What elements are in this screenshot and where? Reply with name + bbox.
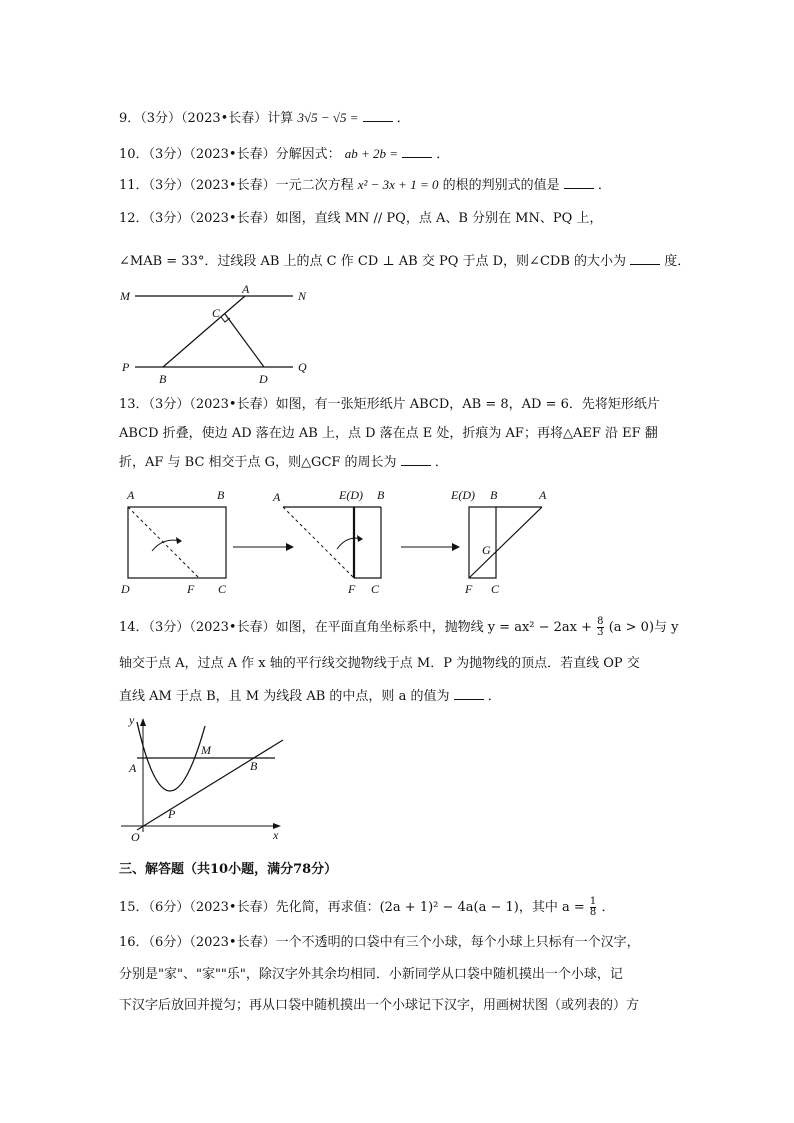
right-angle-mark	[221, 317, 230, 322]
question-14-line3	[119, 687, 501, 707]
label-x: x	[273, 828, 279, 842]
p3-label-G: G	[482, 543, 491, 557]
question-13-line1: 13．（3分）（2023•长春）如图，有一张矩形纸片 ABCD，AB = 8，AD = 6．先将矩形纸片	[119, 397, 660, 412]
question-13-line2: ABCD 折叠，使边 AD 落在边 AB 上，点 D 落在点 E 处，折痕为 AF；再将△AEF 沿 EF 翻	[119, 426, 658, 441]
q11-suffix: ．	[597, 178, 611, 193]
q9-suffix: ．	[396, 111, 410, 126]
p2-label-C: C	[371, 582, 380, 596]
q10-answer-blank[interactable]	[402, 145, 432, 158]
figure-13	[115, 485, 565, 600]
label-A: A	[242, 283, 250, 296]
q13-line3a: 折，AF 与 BC 相交于点 G，则△GCF 的周长为	[119, 455, 397, 470]
label-Q: Q	[298, 360, 307, 374]
q15-fraction	[590, 897, 596, 918]
question-16-line1: 16．（6分）（2023•长春）一个不透明的口袋中有三个小球，每个小球上只标有一个汉字，	[119, 935, 640, 950]
label-y: y	[129, 713, 135, 727]
question-15	[119, 897, 614, 918]
label-M: M	[120, 289, 130, 303]
question-14-line1	[119, 617, 679, 638]
question-10	[119, 144, 449, 165]
p3-label-F: F	[465, 582, 473, 596]
q11-expr: x² − 3x + 1 = 0	[357, 177, 439, 192]
q9-expr: 3√5 − √5 =	[297, 110, 359, 125]
p3-edge-AF	[469, 507, 542, 578]
p2-edge-FCB	[354, 507, 381, 578]
p2-label-B: B	[377, 488, 385, 502]
parabola	[137, 722, 205, 791]
figure-14	[115, 712, 290, 847]
label-B: B	[159, 372, 167, 386]
p3-label-C: C	[491, 582, 500, 596]
question-12-line2	[119, 252, 690, 272]
question-11	[119, 175, 611, 196]
q14-line1b: (a > 0)与 y	[608, 620, 679, 635]
q10-expr: ab + 2b =	[344, 146, 399, 161]
q10-suffix: ．	[436, 147, 450, 162]
fold-arrowhead-2	[357, 535, 363, 542]
p2-label-F: F	[348, 582, 356, 596]
question-14-line2: 轴交于点 A，过点 A 作 x 轴的平行线交抛物线于点 M．P 为抛物线的顶点．若直线 OP 交	[119, 656, 640, 671]
segment-CD	[225, 314, 264, 367]
q12-answer-blank[interactable]	[630, 252, 660, 265]
q14-fraction	[597, 617, 603, 638]
q9-answer-blank[interactable]	[363, 109, 393, 122]
p1-label-F: F	[187, 582, 195, 596]
q11-answer-blank[interactable]	[564, 176, 594, 189]
p2-label-A: A	[273, 490, 281, 504]
q12-line2b: 度．	[664, 254, 691, 269]
q14-line3a: 直线 AM 于点 B，且 M 为线段 AB 的中点，则 a 的值为	[119, 689, 450, 704]
q9-prefix: 9．（3分）（2023•长春）计算	[119, 111, 294, 126]
q11-prefix: 11．（3分）（2023•长春）一元二次方程	[119, 178, 354, 193]
p2-label-ED: E(D)	[339, 488, 363, 502]
q15-frac-den: 8	[589, 907, 597, 918]
p1-label-B: B	[217, 488, 225, 502]
question-16-line2: 分别是"家"、"家""乐"，除汉字外其余均相同．小新同学从口袋中随机摸出一个小球，记	[119, 967, 623, 982]
segment-AB	[163, 296, 245, 367]
label-C: C	[212, 306, 221, 320]
q12-line2a: ∠MAB = 33°．过线段 AB 上的点 C 作 CD ⊥ AB 交 PQ 于点 D，则∠CDB 的大小为	[119, 254, 627, 269]
question-16-line3: 下汉字后放回并搅匀；再从口袋中随机摸出一个小球记下汉字，用画树状图（或列表的）方	[119, 998, 640, 1013]
step-arrowhead-1	[286, 543, 294, 551]
y-axis-arrow	[140, 718, 146, 726]
step-arrowhead-2	[452, 543, 460, 551]
label-A: A	[129, 761, 137, 775]
p1-label-D: D	[121, 582, 130, 596]
q15-frac-num: 1	[589, 896, 597, 907]
question-13-line3	[119, 453, 448, 473]
q14-frac-num: 8	[597, 616, 604, 627]
p3-label-A: A	[539, 488, 547, 502]
p1-label-C: C	[218, 582, 227, 596]
p3-label-B: B	[490, 488, 498, 502]
q10-prefix: 10．（3分）（2023•长春）分解因式：	[119, 147, 341, 162]
label-P: P	[168, 807, 176, 821]
q13-answer-blank[interactable]	[401, 453, 431, 466]
q15-text: 15．（6分）（2023•长春）先化简，再求值：(2a + 1)² − 4a(a − 1)，其中 a =	[119, 900, 585, 915]
label-P: P	[122, 360, 130, 374]
label-B: B	[250, 759, 258, 773]
section-3-heading: 三、解答题（共10小题，满分78分）	[119, 862, 338, 877]
q14-frac-den: 3	[597, 627, 604, 638]
figure-12	[115, 283, 325, 388]
q11-mid: 的根的判别式的值是	[442, 178, 560, 193]
q14-line3b: ．	[487, 689, 501, 704]
label-N: N	[298, 289, 307, 303]
label-O: O	[131, 830, 140, 844]
question-12-line1: 12．（3分）（2023•长春）如图，直线 MN // PQ，点 A、B 分别在 MN、PQ 上，	[119, 211, 603, 226]
q15-suffix: ．	[601, 900, 615, 915]
q13-line3b: ．	[434, 455, 448, 470]
fold-arrowhead-1	[176, 537, 182, 544]
p1-label-A: A	[127, 488, 135, 502]
label-M: M	[201, 743, 211, 757]
q14-answer-blank[interactable]	[454, 687, 484, 700]
label-D: D	[259, 372, 268, 386]
q14-line1a: 14．（3分）（2023•长春）如图，在平面直角坐标系中，抛物线 y = ax² − 2ax +	[119, 620, 593, 635]
question-9	[119, 108, 410, 129]
p3-label-ED: E(D)	[451, 488, 475, 502]
